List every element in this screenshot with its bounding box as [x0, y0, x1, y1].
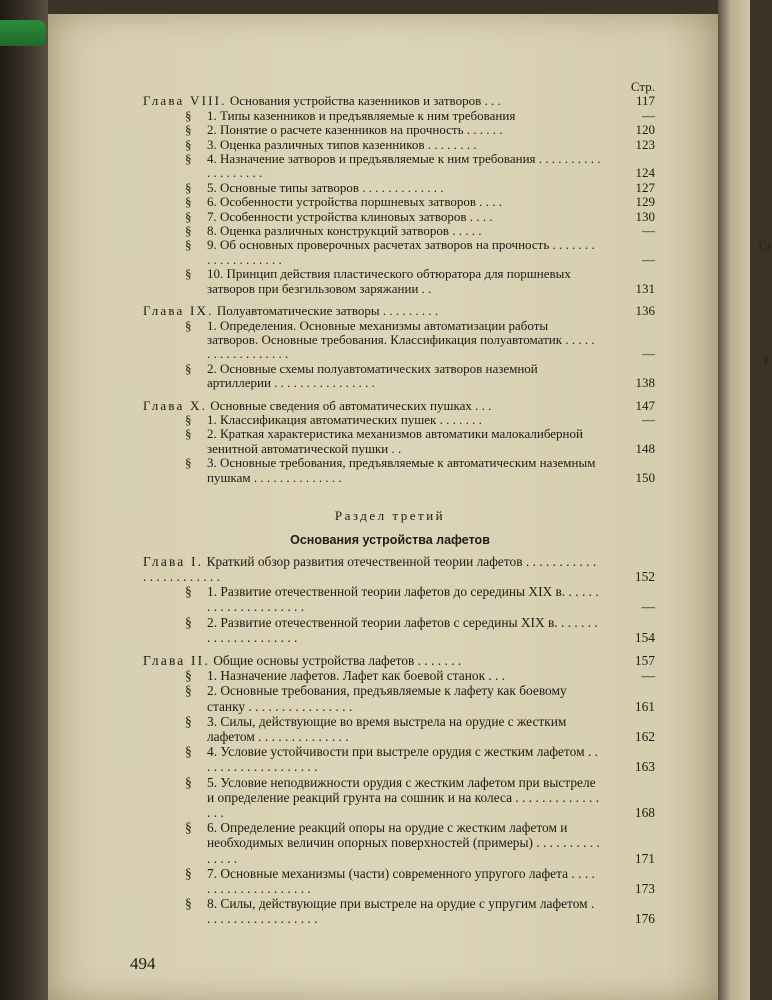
section-entry — [185, 266, 655, 296]
entry-text: 6. Определение реакций опоры на орудие с жестким лафетом и необходимых величин опорных поверхностей (примеры) . . . . . . . . . . . . . . . — [207, 820, 600, 866]
section-entry — [185, 584, 655, 615]
entry-text: 2. Основные требования, предъявляемые к лафету как боевому станку . . . . . . . . . . . . . . . . — [207, 683, 567, 714]
section-entry — [185, 223, 655, 239]
entry-page-number: 148 — [635, 440, 655, 456]
entry-page-number: 129 — [635, 194, 655, 210]
section-sign: § — [185, 179, 192, 195]
chapter-label: Глава I. — [143, 553, 204, 569]
entry-page-number: 171 — [634, 850, 655, 866]
section-sign: § — [185, 360, 192, 376]
entry-page-number: 123 — [635, 136, 655, 152]
section-sign: § — [185, 426, 192, 442]
section-entry — [185, 107, 655, 123]
section-sign: § — [185, 194, 192, 210]
section-sign: § — [185, 223, 192, 239]
page-number: 494 — [130, 954, 156, 973]
section-sign: § — [185, 820, 192, 836]
chapter-entry — [143, 303, 655, 319]
entry-page-number: 147 — [635, 397, 655, 413]
entry-page-number: 152 — [634, 568, 655, 584]
entry-page-number: 161 — [634, 698, 655, 714]
section-sign: § — [185, 411, 192, 427]
section-sign: § — [185, 683, 192, 699]
section-sign: § — [185, 455, 192, 471]
entry-page-number: 162 — [634, 729, 655, 745]
entry-page-number: 130 — [635, 208, 655, 224]
entry-text: 2. Развитие отечественной теории лафетов с середины XIX в. . . . . . . . . . . . . . . . . . . . . — [207, 614, 598, 645]
entry-text: 4. Условие устойчивости при выстреле орудия с жестким лафетом . . . . . . . . . . . . . . . . . . . — [207, 744, 598, 775]
section-sign: § — [185, 151, 192, 167]
entry-page-number: 163 — [634, 759, 655, 775]
section-sign: § — [185, 668, 192, 684]
chapter-label: Глава VIII. — [143, 93, 227, 109]
entry-page-number: — — [642, 107, 655, 123]
entry-text: Общие основы устройства лафетов . . . . . . . — [213, 653, 462, 668]
entry-text: 2. Основные схемы полуавтоматических затворов наземной артиллерии . . . . . . . . . . . . . . . . — [207, 360, 538, 391]
section-entry — [185, 614, 655, 645]
entry-page-number: 138 — [635, 375, 655, 391]
entry-text: 7. Особенности устройства клиновых затворов . . . . — [207, 208, 493, 224]
entry-text: 3. Оценка различных типов казенников . . . . . . . . — [207, 136, 477, 152]
chapter-label: Глава IX. — [143, 303, 214, 319]
section-entry — [185, 774, 655, 821]
section-entry — [185, 360, 655, 391]
section-entry — [185, 194, 655, 210]
entry-text: 2. Краткая характеристика механизмов автоматики малокалиберной зенитной автоматической пушки . . — [207, 426, 583, 456]
entry-text: 6. Особенности устройства поршневых затворов . . . . — [207, 194, 503, 210]
section-sign: § — [185, 865, 192, 881]
entry-text: 3. Силы, действующие во время выстрела на орудие с жестким лафетом . . . . . . . . . . . . . . — [207, 713, 567, 745]
section-entry — [185, 411, 655, 427]
section-entry — [185, 455, 655, 485]
entry-text: 1. Развитие отечественной теории лафетов до середины XIX в. . . . . . . . . . . . . . . . . . . . . — [207, 584, 599, 615]
entry-text: 8. Оценка различных конструкций затворов . . . . . — [207, 223, 482, 239]
entry-page-number: — — [642, 251, 655, 267]
section-entry — [185, 426, 655, 456]
entry-text: Полуавтоматические затворы . . . . . . . . . — [216, 303, 439, 319]
section-sign: § — [185, 317, 192, 333]
entry-page-number: — — [641, 599, 655, 615]
section-sign: § — [185, 136, 192, 152]
entry-page-number: 157 — [634, 653, 655, 668]
entry-text: 9. Об основных проверочных расчетах затворов на прочность . . . . . . . . . . . . . . . . . . . — [207, 237, 595, 267]
toc-block-2 — [135, 553, 655, 927]
chapter-label: Глава II. — [143, 653, 210, 668]
entry-text: 5. Условие неподвижности орудия с жестким лафетом при выстреле и определение реакций грунта на сошник и на колеса . . . . . . . . . . . . . . . . — [207, 774, 600, 821]
section-sign: § — [185, 208, 192, 224]
entry-text: 8. Силы, действующие при выстреле на орудие с упругим лафетом . . . . . . . . . . . . . . . . . . — [207, 896, 595, 927]
section-entry — [185, 136, 655, 152]
page-column-header: Стр. — [630, 79, 655, 94]
green-pen — [0, 20, 46, 46]
chapter-entry — [143, 653, 655, 668]
section-entry — [185, 713, 655, 745]
table-of-contents — [135, 79, 655, 927]
entry-page-number: — — [642, 223, 655, 239]
section-sign: § — [185, 614, 192, 630]
entry-text: Краткий обзор развития отечественной теории лафетов . . . . . . . . . . . . . . . . . . . . . . . — [143, 553, 597, 584]
entry-page-number: — — [642, 411, 655, 427]
entry-page-number: 168 — [634, 805, 655, 821]
section-sign: § — [185, 774, 192, 790]
entry-page-number: 117 — [635, 93, 655, 109]
toc-block-1 — [135, 93, 655, 485]
entry-text: Основные сведения об автоматических пушках . . . — [210, 397, 492, 413]
entry-text: 5. Основные типы затворов . . . . . . . . . . . . . — [207, 179, 444, 195]
edge-fragment: Гл — [758, 238, 772, 253]
chapter-entry — [143, 93, 655, 109]
section-entry — [185, 237, 655, 267]
entry-page-number: 136 — [635, 303, 655, 319]
entry-page-number: 127 — [635, 179, 655, 195]
section-entry — [185, 668, 655, 684]
entry-page-number: 120 — [635, 122, 655, 138]
entry-page-number: 173 — [634, 881, 655, 897]
section-entry — [185, 744, 655, 775]
section-sign: § — [185, 237, 192, 253]
entry-page-number: — — [642, 346, 655, 362]
chapter-entry — [143, 553, 655, 584]
entry-page-number: 150 — [635, 469, 655, 485]
desk-background — [0, 0, 48, 1000]
section-sign: § — [185, 896, 192, 912]
entry-text: Основания устройства казенников и затворов . . . — [229, 93, 501, 109]
entry-text: 1. Назначение лафетов. Лафет как боевой станок . . . — [207, 668, 506, 684]
entry-text: 7. Основные механизмы (части) современного упругого лафета . . . . . . . . . . . . . . . . . . . . — [207, 865, 595, 897]
part-title: Основания устройства лафетов — [290, 533, 490, 548]
section-entry — [185, 122, 655, 138]
section-entry — [185, 179, 655, 195]
section-entry — [185, 896, 655, 927]
part-heading: Раздел третий — [334, 507, 446, 523]
entry-page-number: — — [641, 668, 655, 684]
section-sign: § — [185, 713, 192, 729]
entry-text: 2. Понятие о расчете казенников на прочность . . . . . . — [207, 122, 503, 138]
entry-page-number: 176 — [634, 911, 655, 927]
section-sign: § — [185, 584, 192, 600]
section-sign: § — [185, 744, 192, 760]
section-sign: § — [185, 266, 192, 282]
edge-fragment: Г — [764, 353, 772, 368]
entry-text: 3. Основные требования, предъявляемые к автоматическим наземным пушкам . . . . . . . . . . . . . . — [207, 455, 596, 485]
entry-text: 4. Назначение затворов и предъявляемые к ним требования . . . . . . . . . . . . . . . . . . . — [207, 151, 601, 181]
section-entry — [185, 683, 655, 714]
section-entry — [185, 317, 655, 362]
section-entry — [185, 151, 655, 181]
adjacent-page-edge — [718, 0, 772, 1000]
entry-page-number: 154 — [634, 629, 655, 645]
entry-page-number: 124 — [635, 165, 655, 181]
chapter-entry — [143, 397, 655, 413]
section-sign: § — [185, 107, 192, 123]
section-entry — [185, 865, 655, 897]
entry-text: 1. Классификация автоматических пушек . . . . . . . — [207, 411, 482, 427]
entry-page-number: 131 — [635, 280, 655, 296]
section-sign: § — [185, 122, 192, 138]
entry-text: 10. Принцип действия пластического обтюратора для поршневых затворов при безгильзовом заряжании . . — [207, 266, 571, 296]
chapter-label: Глава X. — [143, 397, 208, 413]
entry-text: 1. Типы казенников и предъявляемые к ним требования — [207, 107, 516, 123]
entry-text: 1. Определения. Основные механизмы автоматизации работы затворов. Основные требования. Классификация полуавтоматик . . . . . . . . . . . . . . . . . . — [207, 317, 595, 362]
section-entry — [185, 820, 655, 866]
section-entry — [185, 208, 655, 224]
